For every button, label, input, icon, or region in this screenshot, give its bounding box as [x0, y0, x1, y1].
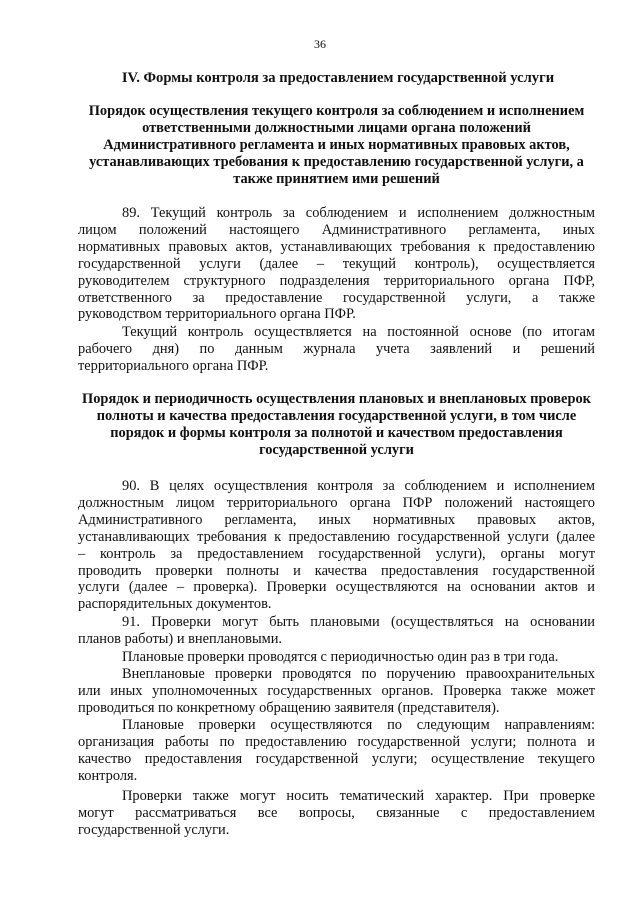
paragraph-line: проводиться по конкретному обращению заявителя (представителя). — [78, 699, 500, 716]
paragraph-89-line: лицом положений настоящего Административного регламента, иных — [78, 221, 595, 238]
paragraph-90-line: проводить проверки полноты и качества предоставления государственной — [78, 562, 595, 579]
heading-current-control: Порядок осуществления текущего контроля за соблюдением и исполнением ответственными должностными лицами органа положений Административного регламента и иных нормативных правовых актов, устанавливающих требования к предоставлению государственной услуги, а также принятием ими решений — [88, 103, 585, 187]
paragraph-line: государственной услуги. — [78, 821, 230, 838]
paragraph-line: или иных уполномоченных государственных органов. Проверка также может — [78, 682, 595, 699]
paragraph-89-line: нормативных правовых актов, устанавливающих требования к предоставлению — [78, 238, 595, 255]
paragraph-directions — [78, 717, 595, 785]
paragraph-89-line: руководителем структурного подразделения территориального органа ПФР, — [78, 272, 595, 289]
paragraph-line: территориального органа ПФР. — [78, 357, 269, 374]
paragraph-line: Плановые проверки проводятся с периодичностью один раз в три года. — [122, 649, 559, 665]
paragraph-90-line: Административного регламента, иных нормативных правовых актов, — [78, 511, 595, 528]
heading-inspections: Порядок и периодичность осуществления плановых и внеплановых проверок полноты и качества предоставления государственной услуги, в том числе порядок и формы контроля за полнотой и качеством предоставления государственной услуги — [82, 391, 591, 458]
paragraph-91-line: планов работы) и внеплановыми. — [78, 630, 283, 647]
page-number: 36 — [314, 37, 326, 51]
paragraph-planned-frequency — [78, 649, 595, 666]
paragraph-91 — [78, 614, 595, 648]
paragraph-line: Проверки также могут носить тематический характер. При проверке — [122, 788, 595, 804]
paragraph-89-line: руководством территориального органа ПФР. — [78, 306, 356, 323]
paragraph-line: Внеплановые проверки проводятся по поручению правоохранительных — [122, 666, 595, 682]
paragraph-90-line: должностным лицом территориального органа ПФР положений настоящего — [78, 494, 595, 511]
paragraph-89-line: государственной услуги (далее – текущий контроль), осуществляется — [78, 255, 595, 272]
paragraph-90-line: – контроль за предоставлением государственной услуги), органы могут — [78, 545, 595, 562]
paragraph-89-line: ответственного за предоставление государственной услуги, а также — [78, 289, 595, 306]
paragraph-line: Текущий контроль осуществляется на постоянной основе (по итогам — [122, 324, 595, 340]
paragraph-thematic — [78, 788, 595, 839]
paragraph-90-line: 90. В целях осуществления контроля за соблюдением и исполнением — [122, 478, 595, 494]
paragraph-90-line: распорядительных документов. — [78, 596, 272, 613]
paragraph-90-line: устанавливающих требования к предоставлению государственной услуги (далее — [78, 528, 595, 545]
paragraph-unscheduled — [78, 666, 595, 717]
paragraph-line: качество предоставления государственной услуги; осуществление текущего — [78, 750, 595, 767]
paragraph-line: рабочего дня) по данным журнала учета заявлений и решений — [78, 340, 595, 357]
paragraph-line: могут рассматриваться все вопросы, связанные с предоставлением — [78, 804, 595, 821]
paragraph-90-line: услуги (далее – проверка). Проверки осуществляются на основании актов и — [78, 579, 595, 596]
paragraph-89 — [78, 205, 595, 323]
paragraph-89-line: 89. Текущий контроль за соблюдением и исполнением должностным — [122, 205, 595, 221]
paragraph-line: Плановые проверки осуществляются по следующим направлениям: — [122, 717, 595, 733]
paragraph-current-control-basis — [78, 324, 595, 375]
paragraph-90 — [78, 478, 595, 613]
paragraph-line: контроля. — [78, 767, 138, 784]
paragraph-line: организация работы по предоставлению государственной услуги; полнота и — [78, 733, 595, 750]
section-title: IV. Формы контроля за предоставлением государственной услуги — [121, 70, 555, 86]
paragraph-91-line: 91. Проверки могут быть плановыми (осуществляться на основании — [122, 614, 595, 630]
